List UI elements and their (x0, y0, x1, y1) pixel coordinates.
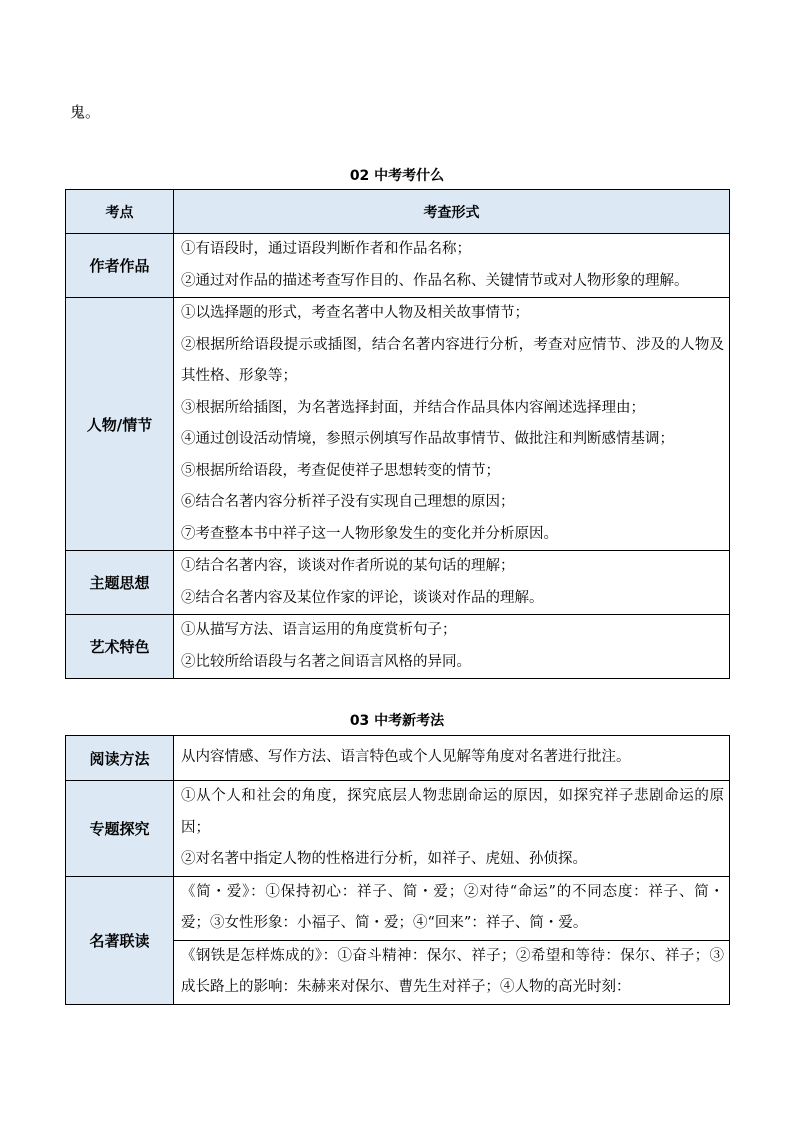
content-line: 从内容情感、写作方法、语言特色或个人见解等角度对名著进行批注。 (181, 749, 631, 766)
content-line: ①从个人和社会的角度，探究底层人物悲剧命运的原因，如探究祥子悲剧命运的原因； (181, 788, 724, 836)
content-line: ①以选择题的形式，考查名著中人物及相关故事情节； (181, 305, 529, 321)
table-row (66, 615, 730, 679)
row-key: 人物/情节 (66, 298, 174, 551)
row-key: 名著联读 (66, 876, 174, 1004)
content-line: ①结合名著内容，谈谈对作者所说的某句话的理解； (181, 558, 515, 574)
new-methods-table (65, 735, 730, 1005)
content-line: ⑥结合名著内容分析祥子没有实现自己理想的原因； (181, 494, 515, 510)
row-key: 专题探究 (66, 781, 174, 877)
row-key: 阅读方法 (66, 736, 174, 781)
content-block: 《钢铁是怎样炼成的》：①奋斗精神：保尔、祥子；②希望和等待：保尔、祥子；③成长路上的影响：朱赫来对保尔、曹先生对祥子；④人物的高光时刻： (174, 940, 729, 1004)
header-exam-point: 考点 (66, 190, 174, 234)
exam-content-table (65, 189, 730, 679)
row-content (174, 876, 730, 1004)
row-key: 艺术特色 (66, 615, 174, 679)
content-line: ②对名著中指定人物的性格进行分析，如祥子、虎妞、孙侦探。 (181, 851, 587, 867)
table-row (66, 551, 730, 615)
table-row (66, 736, 730, 781)
row-key: 作者作品 (66, 234, 174, 298)
row-content (174, 615, 730, 679)
section-title-new-methods: 03 中考新考法 (349, 713, 445, 729)
content-line: ④通过创设活动情境，参照示例填写作品故事情节、做批注和判断感情基调； (181, 431, 674, 447)
table-row (66, 781, 730, 877)
table-row (66, 876, 730, 1004)
table-row (66, 298, 730, 551)
row-content (174, 551, 730, 615)
table-row (66, 234, 730, 298)
content-line: ②结合名著内容及某位作家的评论，谈谈对作品的理解。 (181, 589, 544, 606)
table-header-row (66, 190, 730, 234)
section-title-exam-content: 02 中考考什么 (349, 168, 445, 184)
row-content (174, 736, 730, 781)
content-line: ②根据所给语段提示或插图，结合名著内容进行分析，考查对应情节、涉及的人物及其性格、形象等； (181, 336, 724, 384)
row-key: 主题思想 (66, 551, 174, 615)
content-line: ⑤根据所给语段，考查促使祥子思想转变的情节； (181, 462, 500, 479)
content-line: ②通过对作品的描述考查写作目的、作品名称、关键情节或对人物形象的理解。 (181, 272, 689, 289)
lead-text: 鬼。 (70, 103, 101, 121)
content-line: ③根据所给插图，为名著选择封面，并结合作品具体内容阐述选择理由； (181, 399, 645, 416)
row-content (174, 234, 730, 298)
row-content (174, 298, 730, 551)
content-line: ②比较所给语段与名著之间语言风格的异同。 (181, 653, 471, 670)
content-line: ①有语段时，通过语段判断作者和作品名称； (181, 241, 471, 257)
content-block: 《简・爱》：①保持初心：祥子、简・爱；②对待“命运”的不同态度：祥子、简・爱；③女性形象：小福子、简・爱；④“回来”：祥子、简・爱。 (181, 883, 724, 931)
header-exam-form: 考查形式 (174, 190, 730, 234)
content-line: ①从描写方法、语言运用的角度赏析句子； (181, 622, 457, 638)
content-line: ⑦考查整本书中祥子这一人物形象发生的变化并分析原因。 (181, 525, 558, 542)
row-content (174, 781, 730, 877)
